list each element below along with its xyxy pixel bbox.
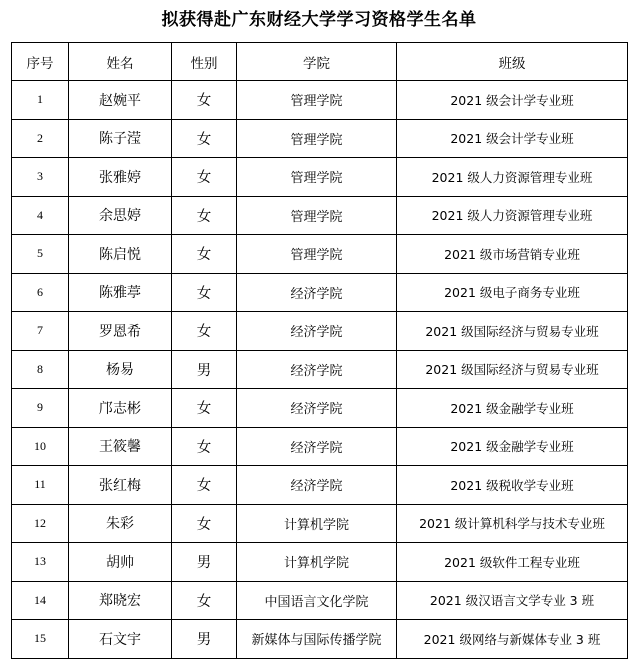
cell-no: 12 [12,504,69,543]
table-row [12,504,628,543]
cell-school: 计算机学院 [237,543,397,582]
cell-no: 1 [12,81,69,120]
table-row [12,196,628,235]
cell-name: 陈子滢 [69,119,172,158]
cell-name: 陈启悦 [69,235,172,274]
cell-school: 中国语言文化学院 [237,581,397,620]
cell-gender: 女 [172,581,237,620]
table-row [12,620,628,659]
cell-name: 石文宇 [69,620,172,659]
cell-gender: 女 [172,235,237,274]
cell-class: 2021 级税收学专业班 [397,466,628,505]
cell-school: 管理学院 [237,119,397,158]
cell-name: 朱彩 [69,504,172,543]
cell-gender: 女 [172,196,237,235]
header-class: 班级 [397,43,628,81]
cell-name: 杨易 [69,350,172,389]
header-no: 序号 [12,43,69,81]
table-row [12,389,628,428]
cell-class: 2021 级国际经济与贸易专业班 [397,350,628,389]
cell-gender: 女 [172,81,237,120]
cell-gender: 女 [172,158,237,197]
cell-class: 2021 级金融学专业班 [397,389,628,428]
cell-school: 管理学院 [237,81,397,120]
table-row [12,466,628,505]
table-row [12,235,628,274]
cell-gender: 女 [172,427,237,466]
cell-school: 新媒体与国际传播学院 [237,620,397,659]
table-body [12,81,628,659]
cell-school: 经济学院 [237,427,397,466]
cell-name: 胡帅 [69,543,172,582]
cell-no: 10 [12,427,69,466]
cell-name: 邝志彬 [69,389,172,428]
cell-class: 2021 级金融学专业班 [397,427,628,466]
cell-no: 8 [12,350,69,389]
cell-class: 2021 级国际经济与贸易专业班 [397,312,628,351]
cell-gender: 女 [172,119,237,158]
table-header-row [12,43,628,81]
cell-name: 郑晓宏 [69,581,172,620]
cell-no: 3 [12,158,69,197]
cell-class: 2021 级汉语言文学专业 3 班 [397,581,628,620]
cell-no: 11 [12,466,69,505]
header-school: 学院 [237,43,397,81]
cell-school: 经济学院 [237,312,397,351]
cell-gender: 男 [172,620,237,659]
cell-no: 9 [12,389,69,428]
cell-school: 经济学院 [237,350,397,389]
header-name: 姓名 [69,43,172,81]
cell-name: 张红梅 [69,466,172,505]
cell-school: 经济学院 [237,389,397,428]
cell-name: 赵婉平 [69,81,172,120]
cell-name: 余思婷 [69,196,172,235]
cell-name: 王筱馨 [69,427,172,466]
cell-no: 13 [12,543,69,582]
cell-no: 14 [12,581,69,620]
cell-gender: 男 [172,543,237,582]
cell-school: 经济学院 [237,466,397,505]
student-roster-table [11,42,628,659]
cell-school: 管理学院 [237,196,397,235]
cell-school: 管理学院 [237,158,397,197]
cell-name: 张雅婷 [69,158,172,197]
table-row [12,158,628,197]
cell-class: 2021 级会计学专业班 [397,81,628,120]
cell-no: 5 [12,235,69,274]
table-row [12,312,628,351]
cell-school: 经济学院 [237,273,397,312]
cell-gender: 男 [172,350,237,389]
cell-no: 2 [12,119,69,158]
table-row [12,350,628,389]
cell-gender: 女 [172,466,237,505]
table-row [12,119,628,158]
cell-class: 2021 级人力资源管理专业班 [397,158,628,197]
cell-gender: 女 [172,312,237,351]
cell-name: 罗恩希 [69,312,172,351]
table-row [12,273,628,312]
cell-class: 2021 级会计学专业班 [397,119,628,158]
table-row [12,581,628,620]
cell-class: 2021 级网络与新媒体专业 3 班 [397,620,628,659]
cell-no: 6 [12,273,69,312]
header-gender: 性别 [172,43,237,81]
cell-class: 2021 级软件工程专业班 [397,543,628,582]
cell-school: 计算机学院 [237,504,397,543]
cell-gender: 女 [172,504,237,543]
cell-class: 2021 级人力资源管理专业班 [397,196,628,235]
cell-name: 陈雅葶 [69,273,172,312]
cell-class: 2021 级计算机科学与技术专业班 [397,504,628,543]
table-row [12,81,628,120]
table-row [12,543,628,582]
cell-no: 7 [12,312,69,351]
cell-school: 管理学院 [237,235,397,274]
cell-no: 15 [12,620,69,659]
cell-class: 2021 级电子商务专业班 [397,273,628,312]
page-title: 拟获得赴广东财经大学学习资格学生名单 [161,10,477,30]
table-row [12,427,628,466]
cell-gender: 女 [172,389,237,428]
cell-class: 2021 级市场营销专业班 [397,235,628,274]
cell-gender: 女 [172,273,237,312]
cell-no: 4 [12,196,69,235]
